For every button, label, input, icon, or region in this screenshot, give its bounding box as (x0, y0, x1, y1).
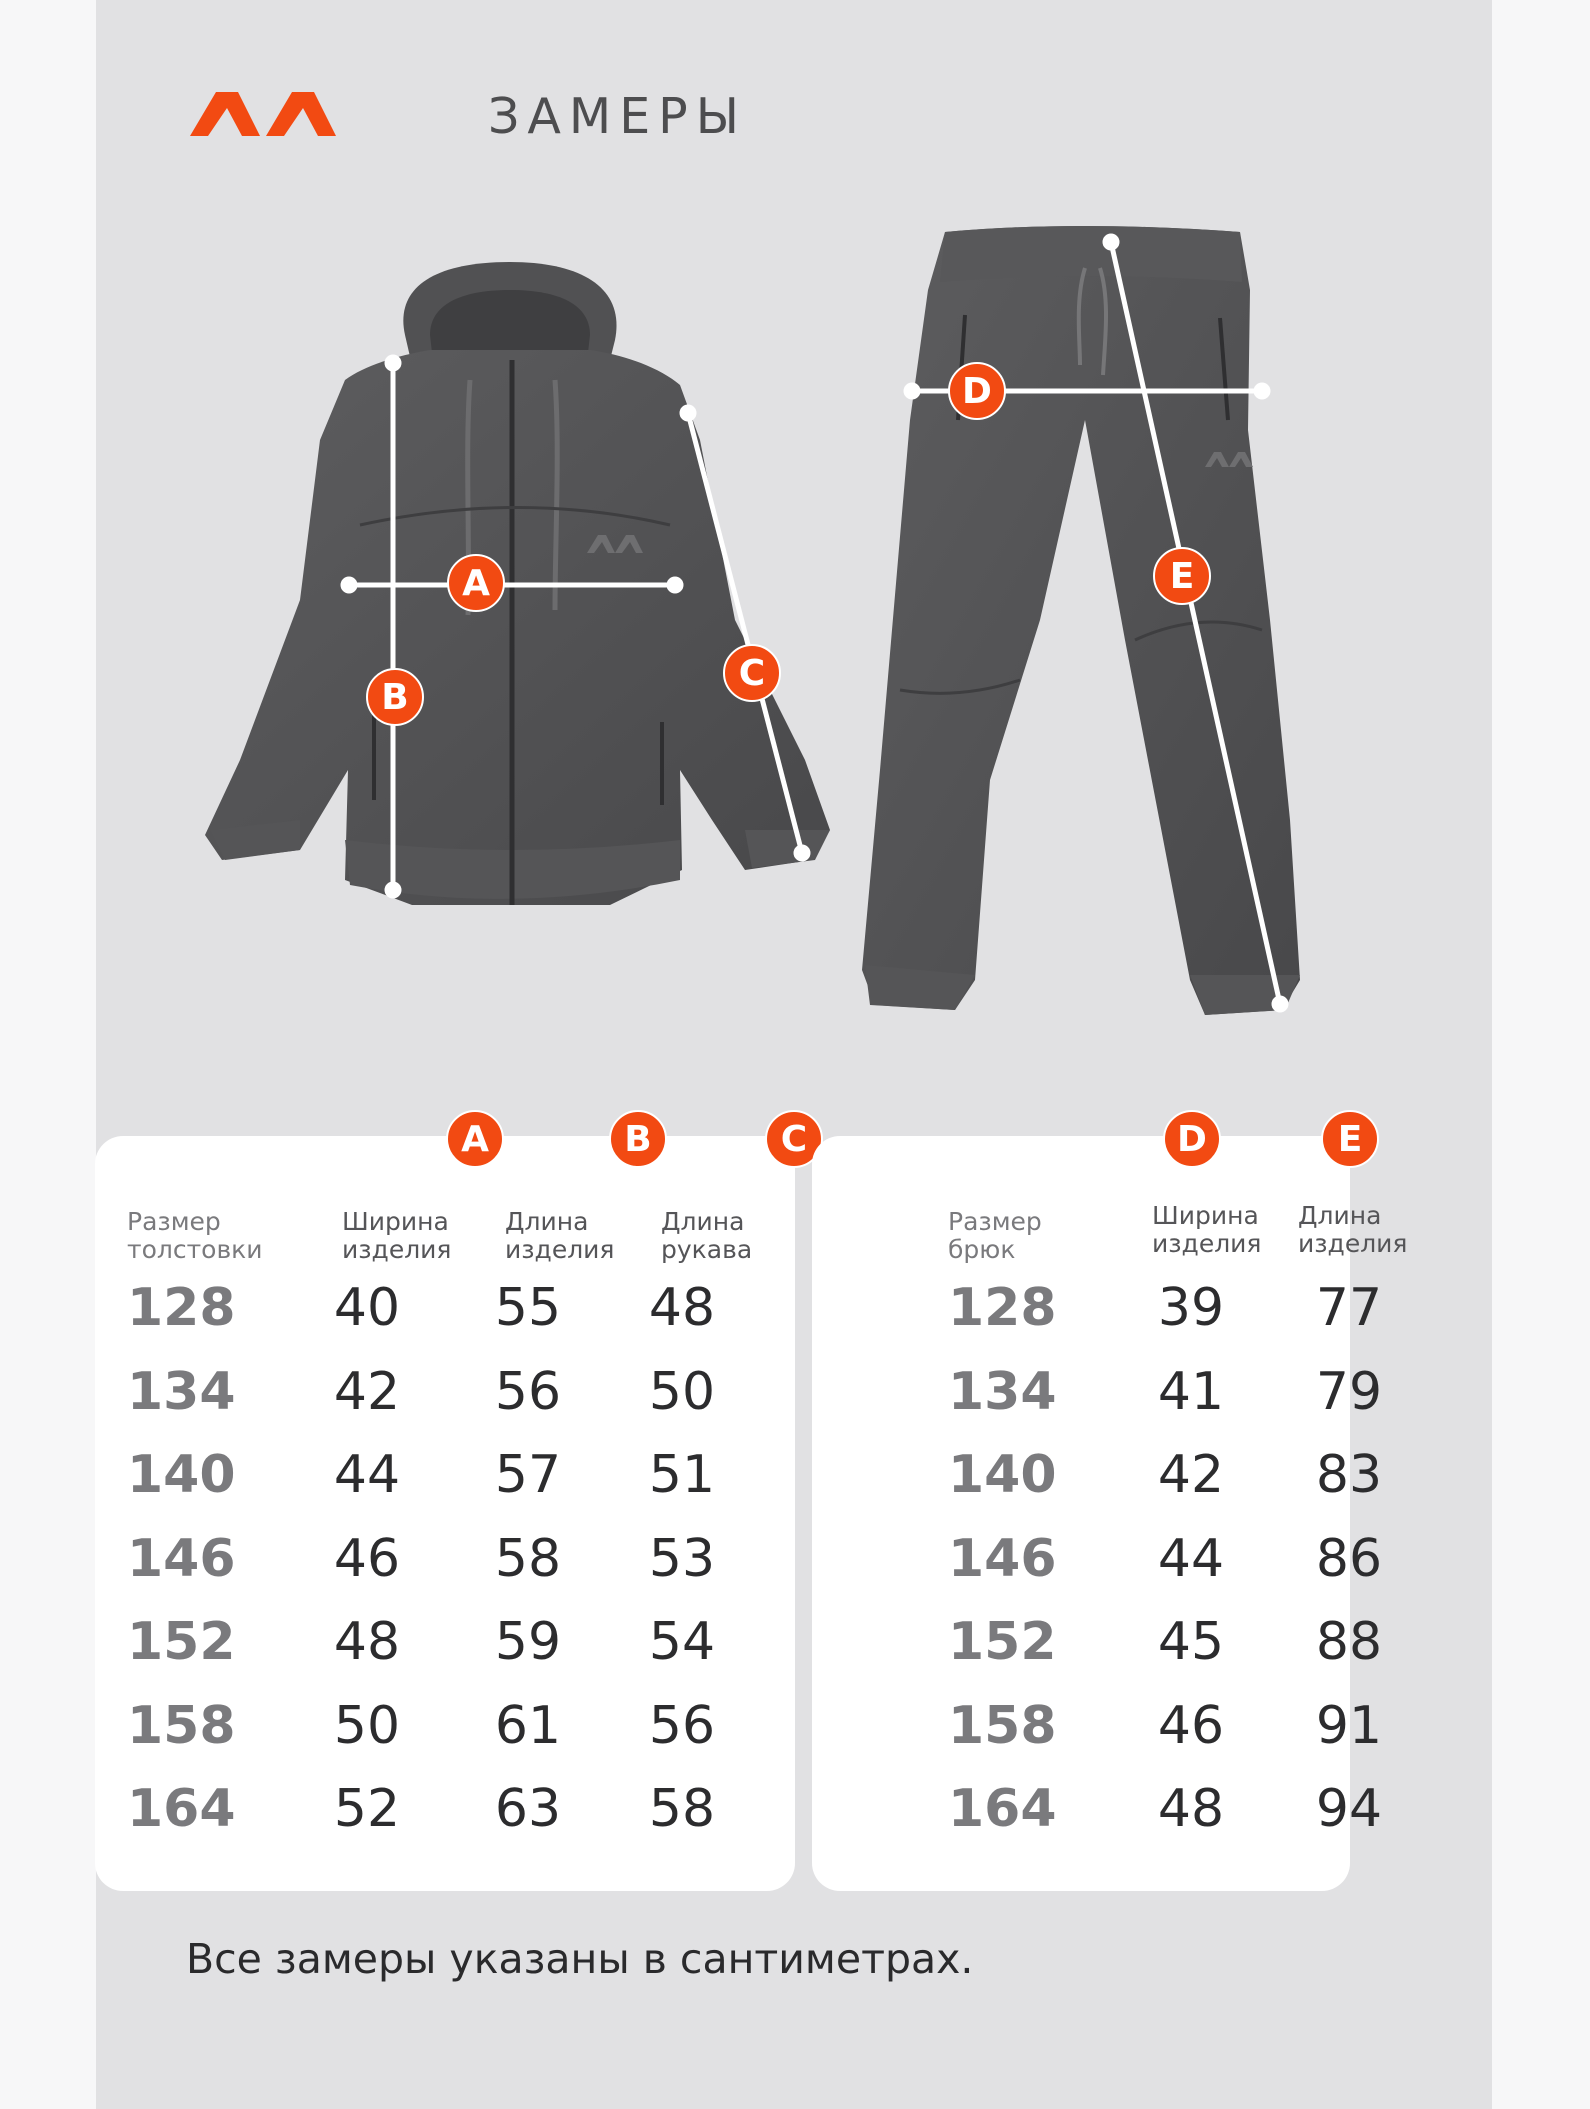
pants-size-cell: 152 (948, 1612, 1057, 1672)
hoodie-value-cell: 63 (494, 1779, 562, 1839)
column-marker-e: E (1321, 1110, 1379, 1168)
hoodie-value-cell: 48 (333, 1612, 401, 1672)
pants-value-cell: 79 (1315, 1361, 1383, 1422)
hoodie-value-cell: 58 (648, 1779, 716, 1839)
marker-a: A (447, 554, 505, 612)
marker-e: E (1153, 547, 1211, 605)
hoodie-value-cell: 59 (494, 1612, 562, 1672)
pants-value-cell: 41 (1157, 1361, 1225, 1422)
hoodie-size-header: Размер толстовки (127, 1207, 263, 1264)
column-marker-a: A (446, 1110, 504, 1168)
pants-size-cell: 146 (948, 1528, 1057, 1589)
hoodie-value-cell: 42 (333, 1361, 401, 1422)
hoodie-value-cell: 57 (494, 1445, 562, 1505)
marker-b: B (366, 668, 424, 726)
hoodie-value-cell: 56 (494, 1361, 562, 1422)
hoodie-value-cell: 50 (648, 1361, 716, 1422)
pants-value-cell: 48 (1157, 1779, 1225, 1839)
pants-width-header: Ширина изделия (1152, 1201, 1262, 1258)
pants-size-cell: 140 (948, 1445, 1057, 1505)
hoodie-size-cell: 146 (127, 1528, 236, 1589)
hoodie-size-cell: 134 (127, 1361, 236, 1422)
hoodie-value-cell: 48 (648, 1278, 716, 1338)
pants-illustration (862, 226, 1300, 1015)
column-marker-d: D (1163, 1110, 1221, 1168)
hoodie-value-cell: 52 (333, 1779, 401, 1839)
pants-value-cell: 44 (1157, 1528, 1225, 1589)
hoodie-value-cell: 44 (333, 1445, 401, 1505)
hoodie-size-table (95, 1136, 795, 1891)
pants-value-cell: 83 (1315, 1445, 1383, 1505)
pants-size-header: Размер брюк (948, 1207, 1042, 1264)
hoodie-sleeve-header: Длина рукава (661, 1207, 753, 1264)
hoodie-value-cell: 51 (648, 1445, 716, 1505)
hoodie-size-cell: 128 (127, 1278, 236, 1338)
column-marker-c: C (765, 1110, 823, 1168)
pants-size-cell: 134 (948, 1361, 1057, 1422)
pants-value-cell: 46 (1157, 1695, 1225, 1756)
hoodie-value-cell: 40 (333, 1278, 401, 1338)
page-title: ЗАМЕРЫ (488, 88, 747, 145)
hoodie-value-cell: 61 (494, 1695, 562, 1756)
pants-length-header: Длина изделия (1298, 1201, 1408, 1258)
hoodie-value-cell: 53 (648, 1528, 716, 1589)
hoodie-value-cell: 55 (494, 1278, 562, 1338)
pants-value-cell: 94 (1315, 1779, 1383, 1839)
hoodie-value-cell: 56 (648, 1695, 716, 1756)
pants-value-cell: 88 (1315, 1612, 1383, 1672)
pants-value-cell: 77 (1315, 1278, 1383, 1338)
hoodie-width-header: Ширина изделия (342, 1207, 452, 1264)
hoodie-value-cell: 58 (494, 1528, 562, 1589)
marker-c: C (723, 644, 781, 702)
pants-size-cell: 128 (948, 1278, 1057, 1338)
pants-value-cell: 86 (1315, 1528, 1383, 1589)
pants-value-cell: 45 (1157, 1612, 1225, 1672)
hoodie-size-cell: 164 (127, 1779, 236, 1839)
hoodie-size-cell: 140 (127, 1445, 236, 1505)
column-marker-b: B (609, 1110, 667, 1168)
pants-size-cell: 158 (948, 1695, 1057, 1756)
hoodie-value-cell: 46 (333, 1528, 401, 1589)
pants-value-cell: 42 (1157, 1445, 1225, 1505)
hoodie-value-cell: 50 (333, 1695, 401, 1756)
hoodie-size-cell: 152 (127, 1612, 236, 1672)
hoodie-size-cell: 158 (127, 1695, 236, 1756)
marker-d: D (948, 362, 1006, 420)
pants-size-cell: 164 (948, 1779, 1057, 1839)
pants-size-table (812, 1136, 1408, 1891)
hoodie-value-cell: 54 (648, 1612, 716, 1672)
pants-value-cell: 91 (1315, 1695, 1383, 1756)
hoodie-length-header: Длина изделия (505, 1207, 615, 1264)
footer-note: Все замеры указаны в сантиметрах. (186, 1935, 974, 1983)
pants-value-cell: 39 (1157, 1278, 1225, 1338)
